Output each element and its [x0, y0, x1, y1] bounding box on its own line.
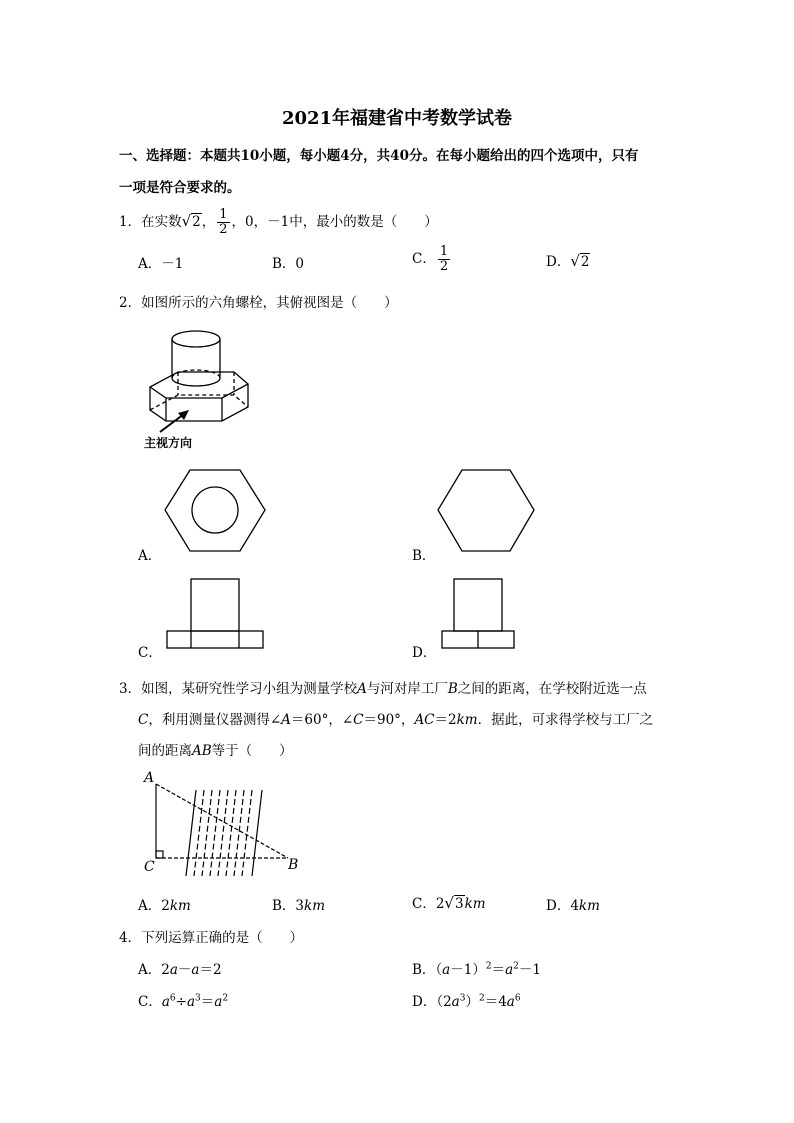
question-1-option-c: C． $\frac{1}{2}$ [412, 244, 449, 274]
question-3-option-c: C．2√3km [412, 894, 486, 912]
question-3-line3: 间的距离AB等于（ ） [138, 743, 293, 759]
question-1-option-a: A．－1 [138, 256, 184, 272]
view-direction-label: 主视方向 [144, 436, 193, 450]
question-3-option-d: D．4km [546, 898, 600, 914]
question-4-option-d: D．$(2a^3)^2=4a^6$ [412, 993, 521, 1010]
question-2-option-a: A． [138, 548, 162, 564]
section-heading-line1: 一、选择题：本题共10小题，每小题4分，共40分。在每小题给出的四个选项中，只有 [119, 148, 639, 164]
page-title: 2021年福建省中考数学试卷 [281, 108, 513, 129]
question-3-line2: C，利用测量仪器测得∠A＝60°，∠C＝90°，AC＝2km．据此，可求得学校与工厂之 [138, 712, 654, 728]
question-1-stem: 1．在实数√2， $\frac{1}{2}$ ，0，－1中，最小的数是（ ） [119, 207, 438, 237]
question-4-option-b: B．$(a-1)^2=a^2-1$ [412, 961, 541, 978]
sqrt-2: √2 [181, 212, 201, 230]
question-4-stem: 4．下列运算正确的是（ ） [119, 930, 304, 946]
question-1-option-d: D．√2 [546, 252, 590, 270]
question-2-option-c: C． [138, 645, 162, 661]
question-4-option-a: A．2a－a＝2 [138, 962, 222, 978]
figure-point-b: B [288, 857, 299, 873]
question-1-option-b: B．0 [272, 256, 305, 272]
question-2-option-d: D． [412, 645, 437, 661]
fraction-one-half: $\frac{1}{2}$ [219, 207, 228, 237]
question-3-option-a: A．2km [138, 898, 191, 914]
question-3-line1: 3．如图，某研究性学习小组为测量学校A与河对岸工厂B之间的距离，在学校附近选一点 [119, 681, 647, 697]
section-heading-line2: 一项是符合要求的。 [119, 180, 241, 196]
question-2-stem: 2．如图所示的六角螺栓，其俯视图是（ ） [119, 295, 398, 311]
question-4-option-c: C．$a^6\div a^3=a^2$ [138, 993, 229, 1010]
question-3-option-b: B．3km [272, 898, 325, 914]
figure-point-a: A [144, 770, 155, 786]
figure-point-c: C [144, 859, 155, 875]
question-2-option-b: B． [412, 548, 436, 564]
